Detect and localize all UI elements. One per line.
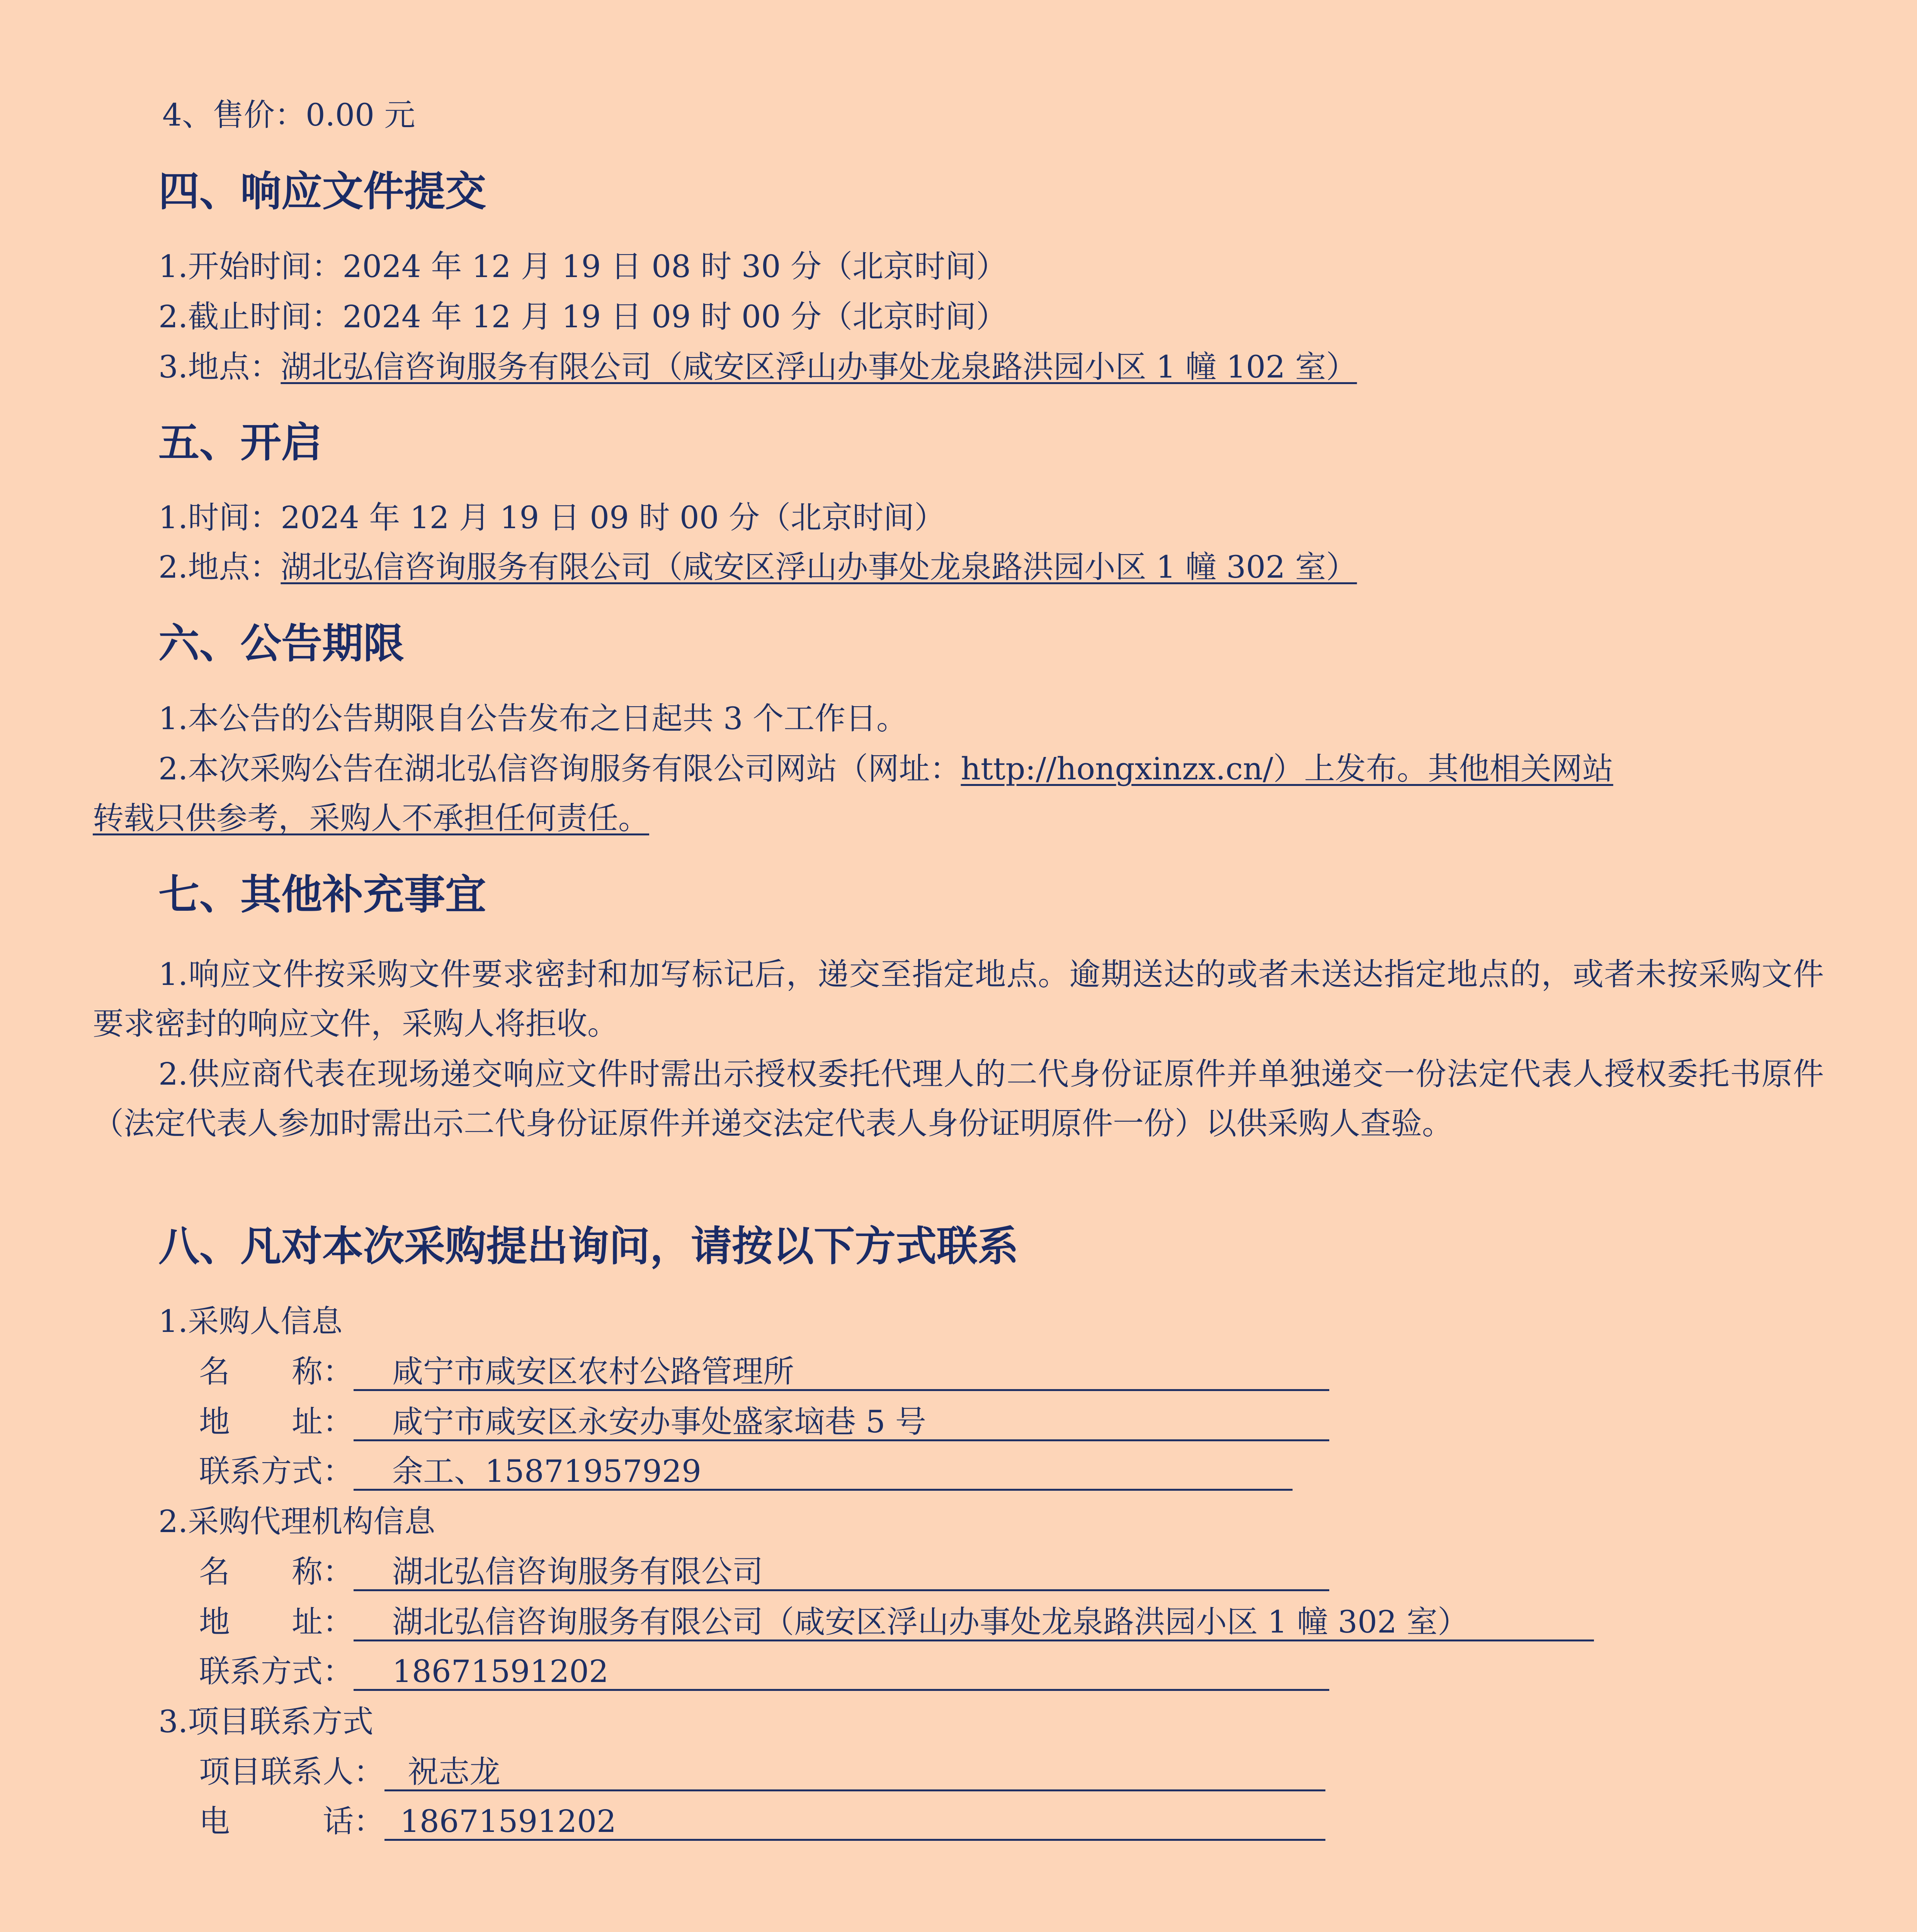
section7-title: 七、其他补充事宜 xyxy=(158,870,486,918)
supplement-item2: 2.供应商代表在现场递交响应文件时需出示授权委托代理人的二代身份证原件并单独递交一份法定代表人授权委托书原件（法定代表人参加时需出示二代身份证原件并递交法定代表人身份证明原件一份）以供采购人查验。 xyxy=(93,1056,1824,1141)
purchaser-name-row xyxy=(199,1352,1329,1391)
agency-name-label: 名 称： xyxy=(199,1554,354,1590)
submit-place xyxy=(158,348,1357,386)
purchaser-contact-label: 联系方式： xyxy=(199,1453,354,1489)
project-person-row xyxy=(199,1753,1325,1791)
section8-title: 八、凡对本次采购提出询问，请按以下方式联系 xyxy=(158,1222,1019,1270)
agency-address-row xyxy=(199,1603,1594,1641)
submit-place-value: 湖北弘信咨询服务有限公司（咸安区浮山办事处龙泉路洪园小区 1 幢 102 室） xyxy=(281,349,1357,385)
agency-name-value: 湖北弘信咨询服务有限公司 xyxy=(354,1554,1329,1591)
agency-contact-label: 联系方式： xyxy=(199,1653,354,1689)
notice-site-line1 xyxy=(158,750,1613,788)
project-phone-label: 电 话： xyxy=(199,1803,384,1839)
notice-site-link[interactable]: http://hongxinzx.cn/）上发布。其他相关网站 xyxy=(961,751,1613,787)
agency-heading: 2.采购代理机构信息 xyxy=(158,1503,435,1539)
purchaser-address-row xyxy=(199,1403,1329,1441)
project-phone-row xyxy=(199,1802,1325,1841)
purchaser-contact-row xyxy=(199,1452,1293,1491)
supplement-item1: 1.响应文件按采购文件要求密封和加写标记后，递交至指定地点。逾期送达的或者未送达指定地点的，或者未按采购文件要求密封的响应文件，采购人将拒收。 xyxy=(93,956,1824,1042)
opening-time: 1.时间：2024 年 12 月 19 日 09 时 00 分（北京时间） xyxy=(158,500,945,536)
opening-place-label: 2.地点： xyxy=(158,549,281,585)
notice-period: 1.本公告的公告期限自公告发布之日起共 3 个工作日。 xyxy=(158,701,908,736)
price-line: 4、售价：0.00 元 xyxy=(162,97,415,133)
section6-title: 六、公告期限 xyxy=(158,619,404,667)
notice-site-line2: 转载只供参考，采购人不承担任何责任。 xyxy=(93,800,649,836)
opening-place-value: 湖北弘信咨询服务有限公司（咸安区浮山办事处龙泉路洪园小区 1 幢 302 室） xyxy=(281,549,1357,585)
project-person-label: 项目联系人： xyxy=(199,1754,384,1790)
project-phone-value: 18671591202 xyxy=(384,1804,1325,1841)
purchaser-heading: 1.采购人信息 xyxy=(158,1303,343,1339)
agency-name-row xyxy=(199,1553,1329,1591)
project-person-value: 祝志龙 xyxy=(384,1755,1325,1791)
purchaser-address-label: 地 址： xyxy=(199,1404,354,1440)
section4-title: 四、响应文件提交 xyxy=(158,167,486,215)
project-heading: 3.项目联系方式 xyxy=(158,1704,374,1740)
agency-address-value: 湖北弘信咨询服务有限公司（咸安区浮山办事处龙泉路洪园小区 1 幢 302 室） xyxy=(354,1605,1594,1641)
submit-place-label: 3.地点： xyxy=(158,349,281,385)
purchaser-address-value: 咸宁市咸安区永安办事处盛家垴巷 5 号 xyxy=(354,1405,1329,1441)
agency-contact-value: 18671591202 xyxy=(354,1654,1329,1691)
purchaser-contact-value: 余工、15871957929 xyxy=(354,1454,1293,1491)
purchaser-name-label: 名 称： xyxy=(199,1354,354,1389)
notice-site-text: 2.本次采购公告在湖北弘信咨询服务有限公司网站（网址： xyxy=(158,751,961,787)
purchaser-name-value: 咸宁市咸安区农村公路管理所 xyxy=(354,1354,1329,1391)
section5-title: 五、开启 xyxy=(158,418,322,466)
submit-start-time: 1.开始时间：2024 年 12 月 19 日 08 时 30 分（北京时间） xyxy=(158,248,1007,284)
agency-address-label: 地 址： xyxy=(199,1604,354,1640)
opening-place xyxy=(158,548,1357,587)
agency-contact-row xyxy=(199,1652,1329,1691)
submit-end-time: 2.截止时间：2024 年 12 月 19 日 09 时 00 分（北京时间） xyxy=(158,299,1007,335)
